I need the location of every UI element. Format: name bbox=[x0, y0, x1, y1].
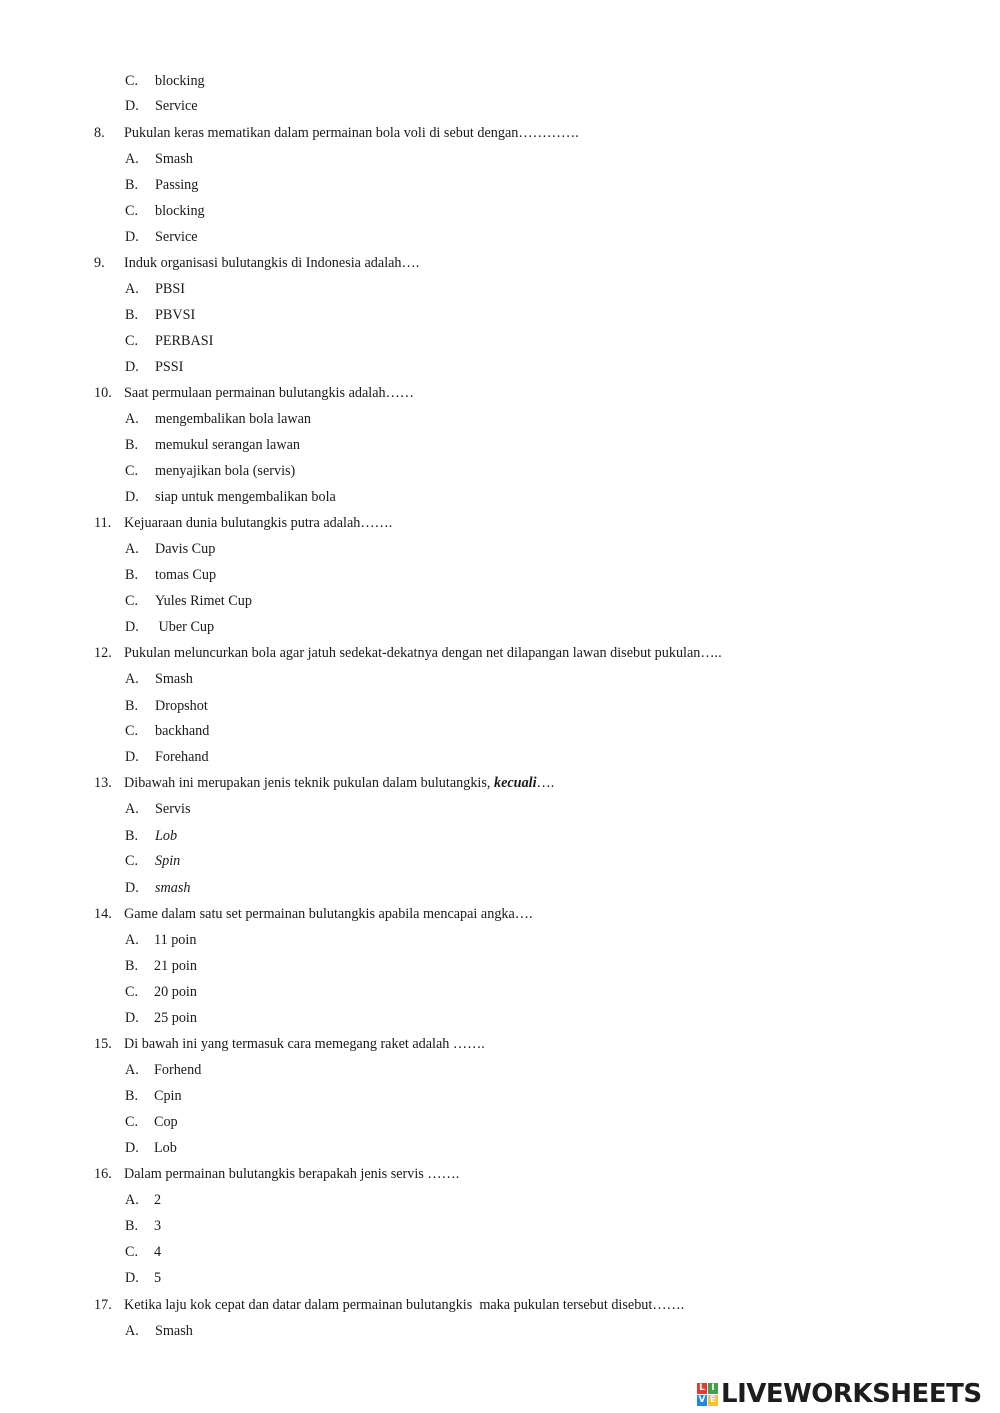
question-number: 17. bbox=[94, 1297, 112, 1313]
option-text: Lob bbox=[155, 828, 178, 844]
option-text: Uber Cup bbox=[155, 619, 215, 635]
option-letter: D. bbox=[125, 1140, 139, 1156]
option-letter: A. bbox=[125, 151, 139, 167]
option-text: Forhend bbox=[154, 1062, 202, 1078]
option-letter: D. bbox=[125, 359, 139, 375]
option-letter: C. bbox=[125, 1244, 139, 1260]
option-letter: C. bbox=[125, 853, 139, 869]
option-text: PBSI bbox=[155, 281, 185, 297]
option-text: Smash bbox=[155, 1323, 193, 1339]
option-text: 25 poin bbox=[154, 1010, 197, 1026]
option-letter: A. bbox=[125, 541, 139, 557]
option-text: Dropshot bbox=[155, 698, 208, 714]
option-text: Cpin bbox=[154, 1088, 182, 1104]
question-number: 11. bbox=[94, 515, 112, 531]
option-text: PERBASI bbox=[155, 333, 214, 349]
option-text: 11 poin bbox=[154, 932, 197, 948]
option-letter: B. bbox=[125, 177, 139, 193]
question-text: Saat permulaan permainan bulutangkis adalah…… bbox=[124, 385, 414, 401]
option-letter: D. bbox=[125, 880, 139, 896]
option-letter: C. bbox=[125, 723, 139, 739]
option-text: tomas Cup bbox=[155, 567, 217, 583]
option-letter: A. bbox=[125, 1062, 139, 1078]
question-number: 10. bbox=[94, 385, 112, 401]
liveworksheets-logo bbox=[697, 1379, 982, 1409]
option-letter: B. bbox=[125, 1088, 139, 1104]
question-text: Kejuaraan dunia bulutangkis putra adalah……. bbox=[124, 515, 393, 531]
option-text: Davis Cup bbox=[155, 541, 216, 557]
option-letter: C. bbox=[125, 1114, 139, 1130]
option-letter: C. bbox=[125, 984, 139, 1000]
option-text: Cop bbox=[154, 1114, 178, 1130]
option-letter: A. bbox=[125, 1192, 139, 1208]
option-letter: D. bbox=[125, 1270, 139, 1286]
option-text: menyajikan bola (servis) bbox=[155, 463, 296, 479]
question-text-main: Dibawah ini merupakan jenis teknik pukulan dalam bulutangkis, bbox=[124, 775, 494, 791]
option-text: 4 bbox=[154, 1244, 162, 1260]
option-letter: C. bbox=[125, 463, 139, 479]
question-number: 15. bbox=[94, 1036, 112, 1052]
question-text bbox=[124, 774, 554, 792]
option-text: Service bbox=[155, 98, 198, 114]
option-letter: B. bbox=[125, 567, 139, 583]
option-text: siap untuk mengembalikan bola bbox=[155, 489, 336, 505]
option-text: mengembalikan bola lawan bbox=[155, 411, 312, 427]
option-letter: C. bbox=[125, 73, 139, 89]
question-number: 8. bbox=[94, 125, 105, 141]
option-text: Forehand bbox=[155, 749, 209, 765]
question-text: Game dalam satu set permainan bulutangkis apabila mencapai angka…. bbox=[124, 906, 533, 922]
option-letter: B. bbox=[125, 307, 139, 323]
option-letter: B. bbox=[125, 828, 139, 844]
option-letter: B. bbox=[125, 1218, 139, 1234]
option-letter: D. bbox=[125, 489, 139, 505]
question-text: Dalam permainan bulutangkis berapakah jenis servis ……. bbox=[124, 1166, 460, 1182]
option-text: 5 bbox=[154, 1270, 162, 1286]
logo-letter: L bbox=[697, 1383, 707, 1394]
option-letter: A. bbox=[125, 671, 139, 687]
option-letter: A. bbox=[125, 411, 139, 427]
option-text: 3 bbox=[154, 1218, 162, 1234]
option-letter: C. bbox=[125, 593, 139, 609]
option-letter: C. bbox=[125, 333, 139, 349]
option-text: 20 poin bbox=[154, 984, 197, 1000]
option-letter: A. bbox=[125, 932, 139, 948]
option-letter: D. bbox=[125, 229, 139, 245]
option-text: blocking bbox=[155, 203, 205, 219]
option-text: Spin bbox=[155, 853, 181, 869]
option-text: Passing bbox=[155, 177, 199, 193]
question-text-end: …. bbox=[536, 775, 555, 791]
option-letter: B. bbox=[125, 958, 139, 974]
logo-text: LIVEWORKSHEETS bbox=[721, 1379, 982, 1409]
option-letter: D. bbox=[125, 98, 139, 114]
question-number: 13. bbox=[94, 775, 112, 791]
option-letter: A. bbox=[125, 281, 139, 297]
option-text: Smash bbox=[155, 671, 193, 687]
option-text: 2 bbox=[154, 1192, 162, 1208]
option-text: Smash bbox=[155, 151, 193, 167]
question-number: 14. bbox=[94, 906, 112, 922]
option-letter: A. bbox=[125, 801, 139, 817]
option-text: smash bbox=[155, 880, 191, 896]
option-text: Servis bbox=[155, 801, 191, 817]
option-text: 21 poin bbox=[154, 958, 197, 974]
question-number: 12. bbox=[94, 645, 112, 661]
question-number: 16. bbox=[94, 1166, 112, 1182]
option-text: memukul serangan lawan bbox=[155, 437, 300, 453]
option-letter: B. bbox=[125, 698, 139, 714]
logo-letter: I bbox=[708, 1383, 718, 1394]
option-text: Yules Rimet Cup bbox=[155, 593, 252, 609]
logo-letter: E bbox=[709, 1394, 717, 1405]
option-letter: D. bbox=[125, 619, 139, 635]
question-text: Pukulan keras mematikan dalam permainan bola voli di sebut dengan…………. bbox=[124, 125, 579, 141]
option-letter: C. bbox=[125, 203, 139, 219]
question-number: 9. bbox=[94, 255, 105, 271]
option-text: blocking bbox=[155, 73, 205, 89]
option-letter: A. bbox=[125, 1323, 139, 1339]
option-letter: D. bbox=[125, 749, 139, 765]
logo-letter: V bbox=[698, 1394, 706, 1405]
option-text: Lob bbox=[154, 1140, 177, 1156]
option-text: PBVSI bbox=[155, 307, 196, 323]
question-text: Di bawah ini yang termasuk cara memegang raket adalah ……. bbox=[124, 1036, 485, 1052]
question-text: Ketika laju kok cepat dan datar dalam permainan bulutangkis maka pukulan tersebut disebut……. bbox=[124, 1297, 685, 1313]
option-letter: D. bbox=[125, 1010, 139, 1026]
option-text: PSSI bbox=[155, 359, 184, 375]
question-text: Pukulan meluncurkan bola agar jatuh sedekat-dekatnya dengan net dilapangan lawan disebut pukulan….. bbox=[124, 645, 722, 661]
option-text: Service bbox=[155, 229, 198, 245]
option-letter: B. bbox=[125, 437, 139, 453]
emphasis-kecuali: kecuali bbox=[493, 775, 537, 791]
question-text: Induk organisasi bulutangkis di Indonesia adalah…. bbox=[124, 255, 420, 271]
option-text: backhand bbox=[155, 723, 210, 739]
logo-mark bbox=[697, 1383, 718, 1406]
